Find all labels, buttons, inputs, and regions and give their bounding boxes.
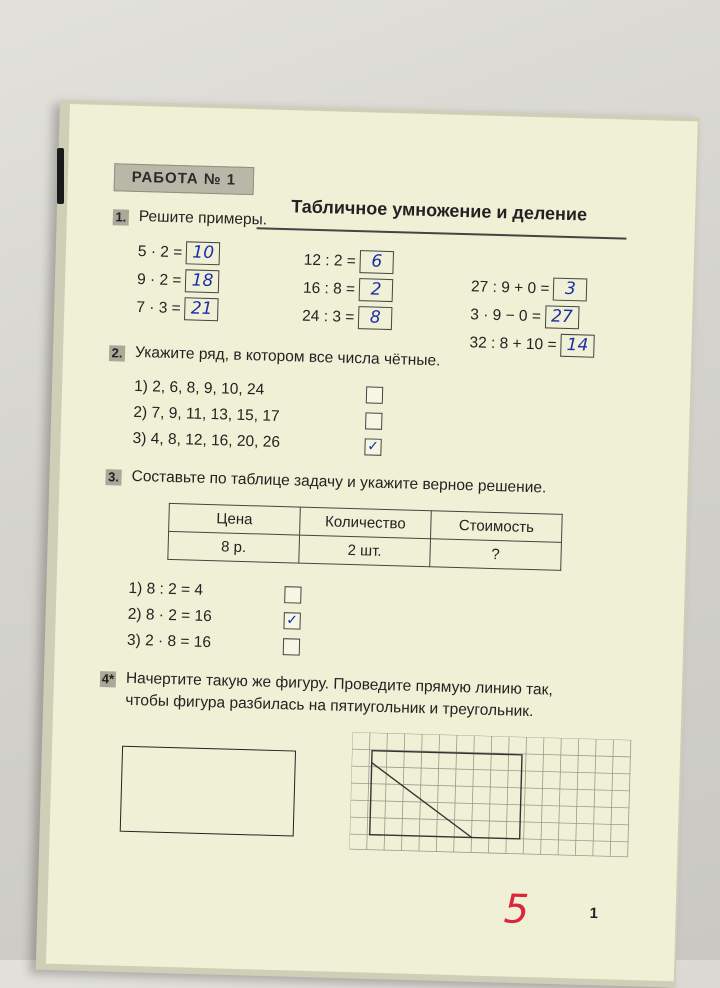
page-number: 1 (589, 904, 599, 923)
work-label: РАБОТА № 1 (114, 163, 255, 195)
teacher-grade: 5 (503, 886, 530, 934)
example-expression: 12 : 2 = (303, 251, 357, 270)
task-2-option-1: 1) 2, 6, 8, 9, 10, 24 (133, 377, 265, 399)
task-2-checkbox-3[interactable]: ✓ (364, 438, 381, 455)
example-expression: 27 : 9 + 0 = (470, 277, 550, 297)
drawn-rectangle (370, 751, 522, 839)
task-4-prompt-line-2: чтобы фигура разбилась на пятиугольник и треугольник. (125, 691, 534, 721)
example-2 (137, 268, 220, 293)
table-cell: 2 шт. (299, 535, 431, 567)
table-cell: 8 р. (168, 531, 300, 563)
task-2-option-2: 2) 7, 9, 11, 13, 15, 17 (133, 403, 280, 425)
example-6 (302, 305, 393, 331)
answer-box[interactable]: 18 (185, 269, 220, 293)
price-table (167, 503, 562, 571)
example-8 (470, 303, 579, 329)
example-7 (471, 275, 588, 301)
table-header-cell: Цена (169, 503, 301, 535)
task-3-checkbox-1[interactable] (284, 586, 301, 603)
example-expression: 5 · 2 = (137, 242, 183, 261)
task-3-prompt: Составьте по таблице задачу и укажите верное решение. (131, 467, 547, 497)
example-5 (303, 277, 394, 303)
workbook-page (46, 104, 698, 981)
drawing-grid[interactable] (349, 732, 632, 858)
example-expression: 7 · 3 = (136, 298, 181, 317)
task-3-option-1: 1) 8 : 2 = 4 (128, 579, 204, 599)
example-1 (138, 240, 221, 265)
task-3-option-3: 3) 2 · 8 = 16 (126, 631, 212, 652)
task-3-checkbox-3[interactable] (283, 638, 300, 655)
sample-rectangle (120, 746, 296, 837)
table-cell: ? (430, 539, 562, 571)
example-4 (303, 249, 394, 275)
title-underline (257, 227, 627, 239)
task-2-number: 2. (109, 345, 125, 361)
table-header-cell: Количество (300, 507, 432, 539)
task-1-number: 1. (113, 209, 129, 225)
task-3-option-2: 2) 8 · 2 = 16 (127, 605, 212, 626)
task-1-prompt: Решите примеры. (138, 207, 268, 229)
answer-box[interactable]: 27 (545, 305, 580, 329)
task-4-prompt-line-1: Начертите такую же фигуру. Проведите прямую линию так, (125, 669, 554, 699)
answer-box[interactable]: 8 (358, 306, 393, 330)
task-3-number: 3. (105, 469, 121, 485)
task-4-number: 4* (101, 671, 115, 687)
example-expression: 32 : 8 + 10 = (469, 333, 557, 354)
page-title: Табличное умножение и деление (290, 196, 588, 225)
task-2-checkbox-2[interactable] (365, 412, 382, 429)
table-header-cell: Стоимость (431, 511, 563, 543)
task-2-option-3: 3) 4, 8, 12, 16, 20, 26 (132, 429, 281, 451)
example-9 (469, 331, 595, 357)
answer-box[interactable]: 10 (186, 241, 221, 265)
example-expression: 3 · 9 − 0 = (470, 305, 542, 325)
task-2-prompt: Укажите ряд, в котором все числа чётные. (134, 343, 441, 370)
answer-box[interactable]: 6 (360, 250, 395, 274)
task-2-checkbox-1[interactable] (366, 386, 383, 403)
example-3 (136, 296, 219, 321)
answer-box[interactable]: 21 (184, 297, 219, 321)
answer-box[interactable]: 3 (553, 278, 588, 302)
answer-box[interactable]: 2 (359, 278, 394, 302)
example-expression: 9 · 2 = (136, 270, 182, 289)
example-expression: 16 : 8 = (302, 279, 356, 298)
task-3-checkbox-2[interactable]: ✓ (283, 612, 300, 629)
example-expression: 24 : 3 = (301, 307, 355, 326)
answer-box[interactable]: 14 (560, 334, 595, 358)
binding-edge (57, 148, 64, 204)
